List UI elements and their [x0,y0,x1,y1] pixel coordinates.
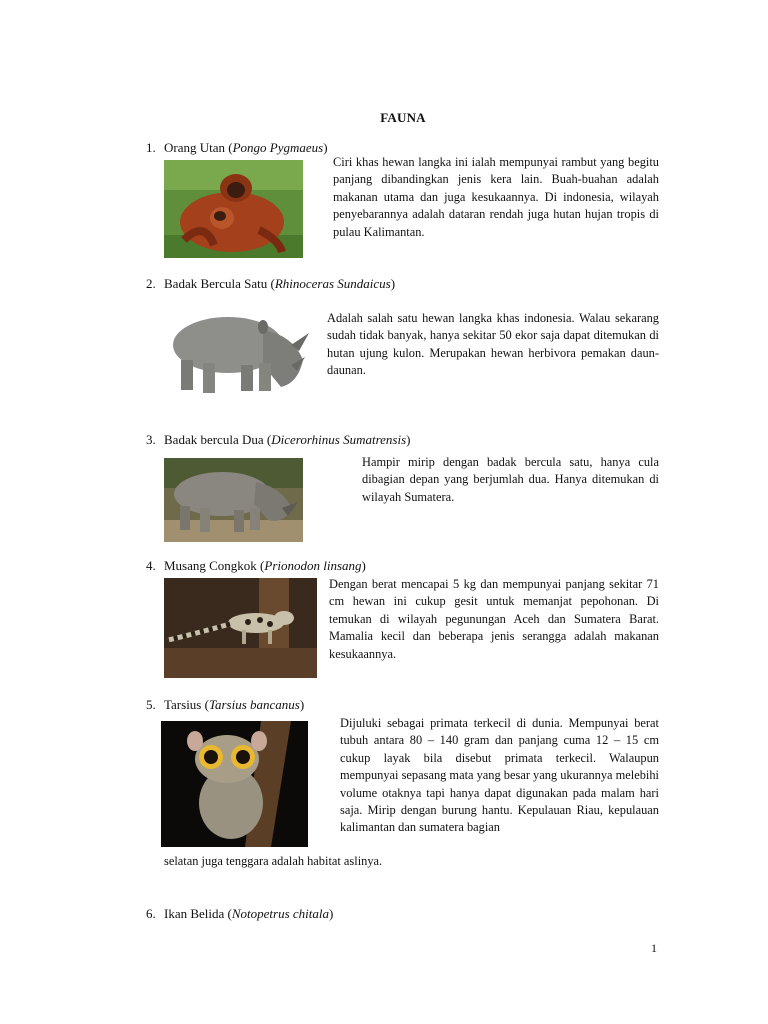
common-name: Badak bercula Dua ( [164,432,272,447]
orangutan-photo-icon [164,160,303,258]
entry-number: 2. [146,276,156,291]
sumatran-rhino-photo-icon [164,458,303,542]
entry-number: 3. [146,432,156,447]
common-name: Musang Congkok ( [164,558,265,573]
scientific-name: Dicerorhinus Sumatrensis [271,432,407,447]
common-name: Ikan Belida ( [164,906,232,921]
entry-number: 5. [146,697,156,712]
entry-heading-orangutan: 1. Orang Utan (Pongo Pygmaeus) [146,140,328,155]
white-rhino-photo-icon [163,305,312,400]
entry-description: Ciri khas hewan langka ini ialah mempunyai rambut yang begitu panjang dibandingkan jenis kera lain. Buah-buahan adalah makanan utama dan juga kesukaannya. Di indonesia, wilayah penyebarannya adalah dataran rendah juga hutan hujan tropis di pulau Kalimantan. [333,155,659,239]
page-title: FAUNA [380,110,426,125]
entry-heading-tarsius: 5. Tarsius (Tarsius bancanus) [146,697,305,712]
linsang-photo-icon [164,578,317,678]
scientific-name: Prionodon linsang [264,558,362,573]
entry-description: Dijuluki sebagai primata terkecil di dunia. Mempunyai berat tubuh antara 80 – 140 gram dan panjang cuma 12 – 15 cm cukup layak bila disebut primata terkecil. Walaupun mempunyai sepasang mata yang besar yang ukurannya melebihi volume otaknya tapi hanya dapat digunakan pada malam hari saja. Mirip dengan burung hantu. Kepulauan Riau, kepulauan kalimantan dan sumatera bagian [340,716,659,835]
common-name: Tarsius ( [164,697,209,712]
entry-number: 4. [146,558,156,573]
common-name: Orang Utan ( [164,140,233,155]
entry-number: 6. [146,906,156,921]
entry-description: Dengan berat mencapai 5 kg dan mempunyai panjang sekitar 71 cm hewan ini cukup gesit untuk memanjat pepohonan. Di temukan di wilayah pegunungan Aceh dan Sumatera Barat. Mamalia kecil dan beberapa jenis serangga adalah makanan kesukaannya. [329,577,659,661]
scientific-name: Pongo Pygmaeus [232,140,324,155]
entry-heading-ikan-belida: 6. Ikan Belida (Notopetrus chitala) [146,906,334,921]
entry-number: 1. [146,140,156,155]
tarsier-photo-icon [161,721,308,847]
page-number: 1 [651,941,657,955]
scientific-name: Tarsius bancanus [208,697,300,712]
scientific-name: Rhinoceras Sundaicus [274,276,391,291]
entry-heading-rhino-one-horn: 2. Badak Bercula Satu (Rhinoceras Sundaicus) [146,276,396,291]
entry-description-continued: selatan juga tenggara adalah habitat aslinya. [164,854,383,868]
entry-description: Adalah salah satu hewan langka khas indonesia. Walau sekarang sudah tidak banyak, hanya sekitar 50 ekor saja dapat ditemukan di hutan ujung kulon. Merupakan hewan herbivora pemakan daun-daunan. [327,311,659,378]
entry-heading-linsang: 4. Musang Congkok (Prionodon linsang) [146,558,366,573]
entry-heading-rhino-two-horn: 3. Badak bercula Dua (Dicerorhinus Sumatrensis) [146,432,411,447]
entry-description: Hampir mirip dengan badak bercula satu, hanya cula dibagian depan yang berjumlah dua. Hanya ditemukan di wilayah Sumatera. [362,455,659,504]
common-name: Badak Bercula Satu ( [164,276,275,291]
scientific-name: Notopetrus chitala [231,906,330,921]
